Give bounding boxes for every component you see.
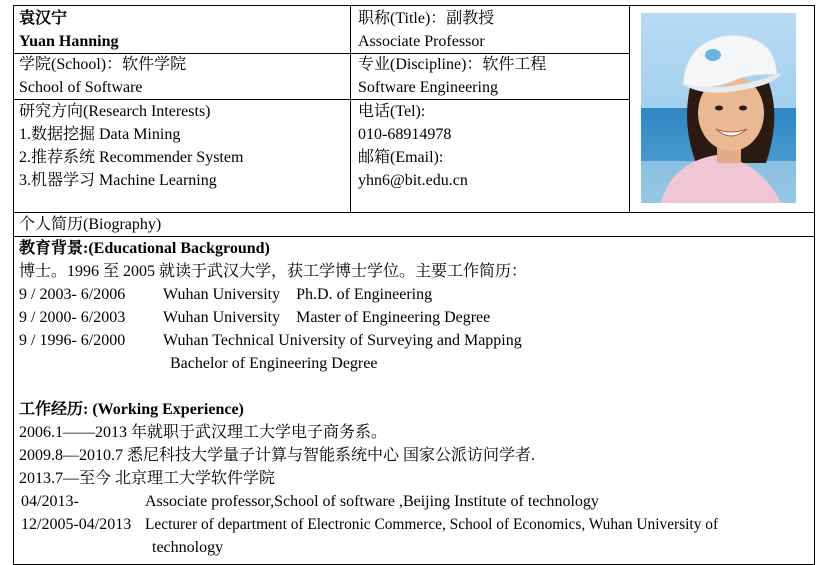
name-cn: 袁汉宁 <box>19 10 68 27</box>
work-desc: Lecturer of department of Electronic Commerce, School of Economics, Wuhan University of <box>145 516 719 533</box>
edu-extra: Bachelor of Engineering Degree <box>170 355 378 372</box>
edu-heading: 教育背景:(Educational Background) <box>19 240 270 257</box>
tel-value: 010-68914978 <box>358 126 452 143</box>
work-date: 04/2013- <box>21 493 79 510</box>
school-label: 学院(School)：软件学院 <box>19 56 187 73</box>
name-en: Yuan Hanning <box>19 33 119 50</box>
work-line: 2013.7—至今 北京理工大学软件学院 <box>19 470 276 487</box>
school-en: School of Software <box>19 79 143 96</box>
work-line: 2009.8—2010.7 悉尼科技大学量子计算与智能系统中心 国家公派访问学者. <box>19 447 536 464</box>
biography-header: 个人简历(Biography) <box>19 216 162 233</box>
discipline-label: 专业(Discipline)：软件工程 <box>358 56 547 73</box>
research-label: 研究方向(Research Interests) <box>19 103 211 120</box>
edu-date: 9 / 2003- 6/2006 <box>19 286 126 303</box>
work-line: 2006.1——2013 年就职于武汉理工大学电子商务系。 <box>19 424 388 441</box>
edu-date: 9 / 1996- 6/2000 <box>19 332 126 349</box>
title-label: 职称(Title)：副教授 <box>358 10 495 27</box>
edu-desc: Wuhan University Master of Engineering Degree <box>163 309 491 326</box>
research-item: 1.数据挖掘 Data Mining <box>19 126 181 143</box>
work-extra: technology <box>152 539 224 556</box>
discipline-en: Software Engineering <box>358 79 498 96</box>
column-divider <box>629 5 630 212</box>
column-divider <box>350 5 351 212</box>
work-heading: 工作经历: (Working Experience) <box>19 401 244 418</box>
email-value[interactable]: yhn6@bit.edu.cn <box>358 172 468 189</box>
research-item: 2.推荐系统 Recommender System <box>19 149 244 166</box>
edu-desc: Wuhan University Ph.D. of Engineering <box>163 286 433 303</box>
email-label: 邮箱(Email): <box>358 149 444 166</box>
tel-label: 电话(Tel): <box>358 103 426 120</box>
work-date: 12/2005-04/2013 <box>21 516 132 533</box>
edu-date: 9 / 2000- 6/2003 <box>19 309 126 326</box>
edu-intro: 博士。1996 至 2005 就读于武汉大学，获工学博士学位。主要工作简历： <box>19 263 528 280</box>
title-en: Associate Professor <box>358 33 485 50</box>
edu-desc: Wuhan Technical University of Surveying and Mapping <box>163 332 522 349</box>
work-desc: Associate professor,School of software ,Beijing Institute of technology <box>145 493 599 510</box>
research-item: 3.机器学习 Machine Learning <box>19 172 217 189</box>
profile-photo <box>641 13 796 203</box>
